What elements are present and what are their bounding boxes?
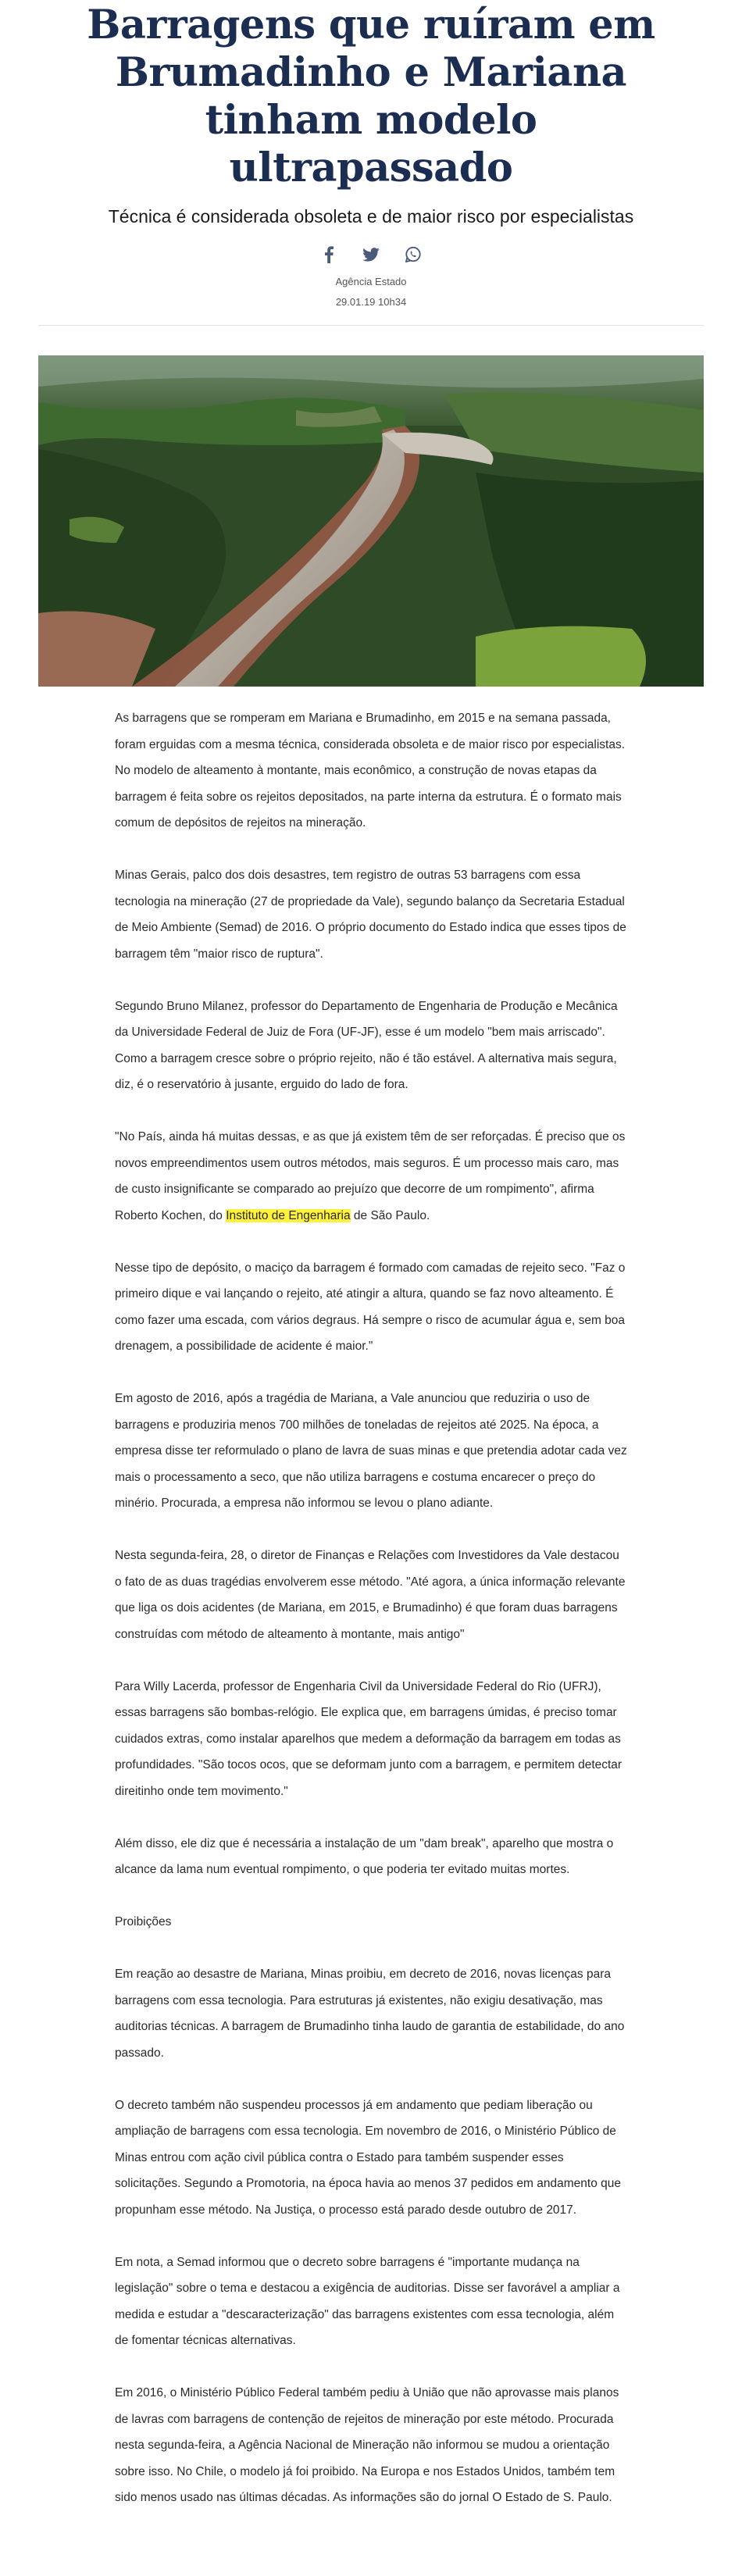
paragraph: Em 2016, o Ministério Público Federal também pediu à União que não aprovasse mais planos de lavras com barragens de contenção de rejeitos de mineração por este método. Procurada nesta segunda-feira, a Agência Nacional de Mineração não informou se mudou a orientação sobre isso. No Chile, o modelo já foi proibido. Na Europa e nos Estados Unidos, também tem sido menos usado nas últimas décadas. As informações são do jornal O Estado de S. Paulo. [115, 2386, 619, 2504]
paragraph: O decreto também não suspendeu processos já em andamento que pediam liberação ou ampliação de barragens com essa tecnologia. Em novembro de 2016, o Ministério Público de Minas entrou com ação civil pública contra o Estado para também suspender esses solicitações. Segundo a Promotoria, na época havia ao menos 37 pedidos em andamento que propunham esse método. Na Justiça, o processo está parado desde outubro de 2017. [115, 2098, 621, 2217]
twitter-icon[interactable] [362, 245, 380, 264]
paragraph: Para Willy Lacerda, professor de Engenharia Civil da Universidade Federal do Rio (UFRJ), essas barragens são bombas-relógio. Ele explica que, em barragens úmidas, é preciso tomar cuidados extras, como instalar aparelhos que medem a deformação da barragem em todas as profundidades. "São tocos ocos, que se deformam junto com a barragem, e permitem detectar direitinho onde tem movimento." [115, 1679, 622, 1798]
header-divider [38, 325, 704, 326]
paragraph: Nesse tipo de depósito, o maciço da barragem é formado com camadas de rejeito seco. "Faz o primeiro dique e vai lançando o rejeito, até atingir a altura, quando se faz novo alteamento. É como fazer uma escada, com vários degraus. Há sempre o risco de acumular água e, sem boa drenagem, a possibilidade de acidente é maior." [115, 1261, 626, 1353]
article-source: Agência Estado [335, 276, 407, 287]
paragraph: Minas Gerais, palco dos dois desastres, tem registro de outras 53 barragens com essa tecnologia na mineração (27 de propriedade da Vale), segundo balanço da Secretaria Estadual de Meio Ambiente (Semad) de 2016. O próprio documento do Estado indica que esses tipos de barragem têm "maior risco de ruptura". [115, 869, 626, 961]
paragraph: Em nota, a Semad informou que o decreto sobre barragens é "importante mudança na legislação" sobre o tema e destacou a exigência de auditorias. Disse ser favorável a ampliar a medida e estudar a "descaracterização" das barragens existentes com essa tecnologia, além de fomentar técnicas alternativas. [115, 2255, 620, 2347]
paragraph [115, 1124, 627, 1229]
paragraph: Segundo Bruno Milanez, professor do Departamento de Engenharia de Produção e Mecânica da Universidade Federal de Juiz de Fora (UF-JF), esse é um modelo "bem mais arriscado". Como a barragem cresce sobre o próprio rejeito, não é tão estável. A alternativa mais segura, diz, é o reservatório à jusante, erguido do lado de fora. [115, 999, 618, 1091]
paragraph-text: "No País, ainda há muitas dessas, e as que já existem têm de ser reforçadas. É preciso que os novos empreendimentos usem outros métodos, mais seguros. É um processo mais caro, mas de custo insignificante se comparado ao prejuízo que decorre de um rompimento", afirma Roberto Kochen, do [115, 1130, 626, 1222]
share-bar [0, 245, 742, 264]
paragraph-text: de São Paulo. [350, 1208, 430, 1222]
article-subtitle: Técnica é considerada obsoleta e de maior risco por especialistas [108, 206, 634, 227]
paragraph: Em reação ao desastre de Mariana, Minas proibiu, em decreto de 2016, novas licenças para barragens com essa tecnologia. Para estruturas já existentes, não exigiu desativação, mas auditorias técnicas. A barragem de Brumadinho tinha laudo de garantia de estabilidade, do ano passado. [115, 1968, 625, 2060]
paragraph: As barragens que se romperam em Mariana e Brumadinho, em 2015 e na semana passada, foram erguidas com a mesma técnica, considerada obsoleta e de maior risco por especialistas. No modelo de alteamento à montante, mais econômico, a construção de novas etapas da barragem é feita sobre os rejeitos depositados, na parte interna da estrutura. É o formato mais comum de depósitos de rejeitos na mineração. [115, 712, 626, 830]
article-photo [38, 355, 704, 687]
article-date: 29.01.19 10h34 [335, 296, 407, 308]
section-heading: Proibições [115, 1915, 172, 1928]
paragraph: Em agosto de 2016, após a tragédia de Mariana, a Vale anunciou que reduziria o uso de barragens e produziria menos 700 milhões de toneladas de rejeitos até 2025. Na época, a empresa disse ter reformulado o plano de lavra de suas minas e que pretendia adotar cada vez mais o processamento a seco, que não utiliza barragens e costuma encarecer o preço do minério. Procurada, a empresa não informou se levou o plano adiante. [115, 1392, 627, 1510]
facebook-icon[interactable] [319, 245, 338, 264]
whatsapp-icon[interactable] [404, 245, 423, 264]
highlighted-term[interactable]: Instituto de Engenharia [226, 1208, 351, 1222]
paragraph: Nesta segunda-feira, 28, o diretor de Finanças e Relações com Investidores da Vale destacou o fato de as duas tragédias envolverem esse método. "Até agora, a única informação relevante que liga os dois acidentes (de Mariana, em 2015, e Brumadinho) é que foram duas barragens construídas com método de alteamento à montante, mais antigo" [115, 1549, 626, 1641]
article-title: Barragens que ruíram em Brumadinho e Mariana tinham modelo ultrapassado [87, 2, 655, 191]
article-body [115, 705, 627, 2511]
paragraph: Além disso, ele diz que é necessária a instalação de um "dam break", aparelho que mostra o alcance da lama num eventual rompimento, o que poderia ter evitado muitas mortes. [115, 1836, 614, 1876]
